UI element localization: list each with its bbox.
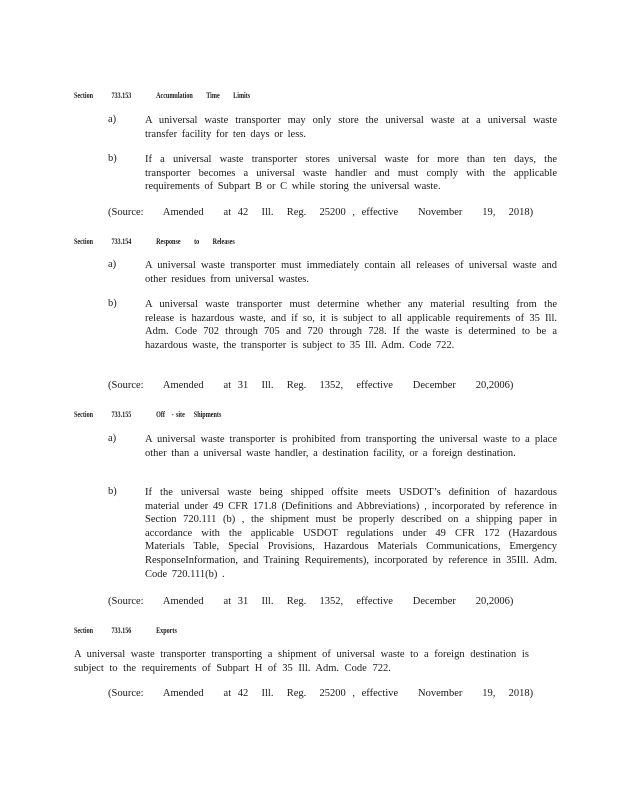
source-note: (Source: Amended at 31 Ill. Reg. 1352, effective December 20,2006)	[108, 380, 514, 391]
section-number: 733.154	[111, 236, 132, 246]
section-label: Section	[74, 236, 94, 246]
section-heading	[74, 409, 221, 419]
section-number: 733.155	[111, 409, 132, 419]
item-marker: a)	[108, 259, 117, 270]
section-heading	[74, 625, 177, 635]
item-text: A universal waste transporter must immediately contain all releases of universal waste and other residues from universal wastes.	[145, 260, 557, 285]
item-marker: b)	[108, 298, 117, 309]
item-text: A universal waste transporter must determine whether any material resulting from the release is hazardous waste, and if so, it is subject to all applicable requirements of 35 Ill. Adm. Code 702 through 705 and 720 through 728. If the waste is determined to be a hazardous waste, the transporter is subject to 35 Ill. Adm. Code 722.	[145, 299, 557, 351]
section-number: 733.156	[111, 625, 132, 635]
source-note: (Source: Amended at 42 Ill. Reg. 25200 , effective November 19, 2018)	[108, 207, 534, 218]
section-label: Section	[74, 90, 94, 100]
section-label: Section	[74, 409, 94, 419]
section-title: Exports	[156, 625, 177, 635]
item-text: If the universal waste being shipped offsite meets USDOT’s definition of hazardous material under 49 CFR 171.8 (Definitions and Abbreviations) , incorporated by reference in Section 720.111 (b) , the shipment must be properly described on a shipping paper in accordance with the applicable USDOT regulations under 49 CFR 172 (Hazardous Materials Table, Special Provisions, Hazardous Materials Communications, Emergency ResponseInformation, and Training Requirements), incorporated by reference in 35Ill. Adm. Code 720.111(b) .	[145, 487, 557, 580]
item-text: A universal waste transporter may only store the universal waste at a universal waste transfer facility for ten days or less.	[145, 115, 557, 140]
source-note: (Source: Amended at 42 Ill. Reg. 25200 , effective November 19, 2018)	[108, 688, 534, 699]
section-title: Off - site Shipments	[156, 409, 222, 419]
item-marker: a)	[108, 114, 117, 125]
section-heading	[74, 236, 235, 246]
section-label: Section	[74, 625, 94, 635]
section-title: Accumulation Time Limits	[156, 90, 251, 100]
item-marker: a)	[108, 433, 117, 444]
section-heading	[74, 90, 250, 100]
item-text: If a universal waste transporter stores universal waste for more than ten days, the transporter becomes a universal waste handler and must comply with the applicable requirements of Subpart B or C while storing the universal waste.	[145, 154, 557, 193]
section-number: 733.153	[111, 90, 132, 100]
section-title: Response to Releases	[156, 236, 235, 246]
source-note: (Source: Amended at 31 Ill. Reg. 1352, effective December 20,2006)	[108, 596, 514, 607]
item-text: A universal waste transporter is prohibited from transporting the universal waste to a place other than a universal waste handler, a destination facility, or a foreign destination.	[145, 434, 557, 459]
item-marker: b)	[108, 486, 117, 497]
section-paragraph: A universal waste transporter transporting a shipment of universal waste to a foreign destination is subject to the requirements of Subpart H of 35 Ill. Adm. Code 722.	[74, 649, 529, 674]
item-marker: b)	[108, 153, 117, 164]
